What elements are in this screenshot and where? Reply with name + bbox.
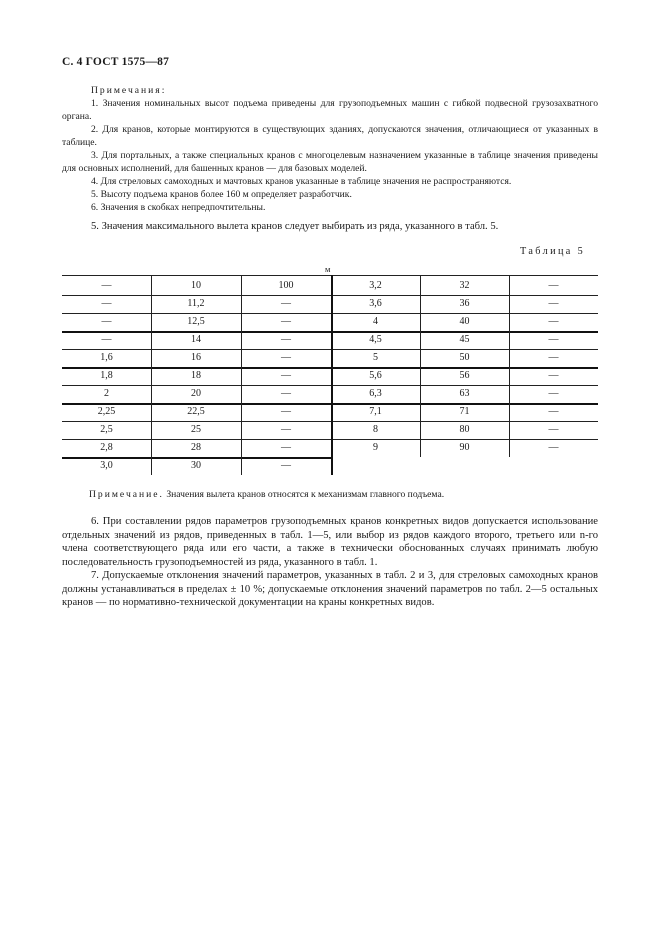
table-rule — [62, 349, 598, 350]
table-cell: 4,5 — [369, 334, 382, 345]
table-cell: 1,8 — [100, 370, 113, 381]
table-cell: 10 — [191, 280, 201, 291]
note-item: 4. Для стреловых самоходных и мачтовых кранов указанные в таблице значения не распространяются. — [91, 176, 512, 187]
table-cell: — — [548, 388, 559, 399]
table-cell: 4 — [373, 316, 378, 327]
table-note-label: Примечание. — [89, 489, 164, 500]
table-caption: Таблица 5 — [520, 246, 586, 257]
table-cell: 8 — [373, 424, 378, 435]
paragraph-5: 5. Значения максимального вылета кранов следует выбирать из ряда, указанного в табл. 5. — [91, 221, 499, 232]
table-cell: 100 — [278, 280, 294, 291]
table-cell: 45 — [459, 334, 470, 345]
note-item: 2. Для кранов, которые монтируются в существующих зданиях, допускаются значения, отличающиеся от указанных в таблице. — [62, 124, 598, 148]
table-cell: 3,6 — [369, 298, 382, 309]
note-item: 1. Значения номинальных высот подъема приведены для грузоподъемных машин с гибкой подвесной грузозахватного органа. — [62, 98, 598, 122]
table-cell: — — [101, 280, 112, 291]
table-cell: — — [548, 442, 559, 453]
table-rule — [62, 367, 598, 369]
table-cell: 11,2 — [187, 298, 205, 309]
table-rule — [62, 439, 598, 440]
table-cell: 80 — [459, 424, 470, 435]
table-cell: — — [281, 442, 291, 453]
table-cell: 2,25 — [97, 406, 116, 417]
table-cell: — — [548, 280, 559, 291]
table-cell: 30 — [191, 460, 201, 471]
table-rule — [62, 421, 598, 422]
table-cell: 7,1 — [369, 406, 382, 417]
paragraph-6: 6. При составлении рядов параметров грузоподъемных кранов конкретных видов допускается использование отдельных значений из рядов, приведенных в табл. 1—5, или выбор из рядов каждого второго, третьего или n-го члена соответствующего ряда или его части, а также в технически обоснованных случаях принимать любую последовательность грузоподъемностей из ряда, указанного в табл. 1. — [62, 516, 598, 568]
table-cell: 3,0 — [100, 460, 113, 471]
table-cell: 25 — [191, 424, 201, 435]
table-cell: — — [548, 298, 559, 309]
table-cell: 63 — [459, 388, 470, 399]
table-cell: — — [548, 334, 559, 345]
table-cell: 9 — [373, 442, 378, 453]
notes-title: Примечания: — [91, 85, 167, 96]
table-cell: 90 — [459, 442, 470, 453]
table-cell: 5,6 — [369, 370, 382, 381]
table-cell: 71 — [459, 406, 470, 417]
table-cell: — — [548, 424, 559, 435]
table-cell: 36 — [459, 298, 470, 309]
table-cell: 5 — [373, 352, 378, 363]
table-cell: — — [281, 316, 291, 327]
table-cell: 22,5 — [187, 406, 205, 417]
table-note — [89, 489, 609, 500]
table-cell: 6,3 — [369, 388, 382, 399]
table-rule — [62, 403, 598, 405]
table-rule — [62, 457, 331, 459]
table-unit: м — [325, 264, 331, 274]
paragraph-7: 7. Допускаемые отклонения значений параметров, указанных в табл. 2 и 3, для стреловых самоходных кранов должны устанавливаться в пределах ± 10 %; допускаемые отклонения значений параметров по табл. 2—5 остальных кранов — по нормативно-технической документации на краны конкретных видов. — [62, 570, 598, 608]
table-cell: 56 — [459, 370, 470, 381]
notes-block — [62, 84, 598, 214]
table-cell: 28 — [191, 442, 201, 453]
note-item: 3. Для портальных, а также специальных кранов с многоцелевым назначением указанные в таблице значения приведены для основных исполнений, для башенных кранов — для базовых моделей. — [62, 150, 598, 174]
table-rule — [62, 275, 598, 276]
table-cell: — — [101, 298, 112, 309]
table-cell: — — [548, 406, 559, 417]
table-cell: — — [281, 334, 291, 345]
table-cell: — — [101, 334, 112, 345]
table-cell: — — [548, 352, 559, 363]
table-rule — [62, 331, 598, 333]
table-cell: — — [281, 370, 291, 381]
table-cell: 50 — [459, 352, 470, 363]
table-cell: — — [281, 352, 291, 363]
table-cell: 32 — [459, 280, 470, 291]
table-cell: 40 — [459, 316, 470, 327]
note-item: 5. Высоту подъема кранов более 160 м определяет разработчик. — [91, 189, 352, 200]
table-cell: — — [548, 316, 559, 327]
table-rule — [62, 313, 598, 314]
table-note-text: Значения вылета кранов относятся к механизмам главного подъема. — [163, 489, 445, 500]
table-cell: — — [281, 460, 291, 471]
table-cell: 16 — [191, 352, 201, 363]
table-cell: — — [281, 406, 291, 417]
table-cell: 2,8 — [100, 442, 113, 453]
body-text — [62, 515, 598, 610]
table-cell: 18 — [191, 370, 201, 381]
table-cell: — — [548, 370, 559, 381]
table-cell: 2 — [104, 388, 109, 399]
page-header: С. 4 ГОСТ 1575—87 — [62, 56, 170, 68]
table-rule — [62, 295, 598, 296]
table-cell: 20 — [191, 388, 201, 399]
table-cell: 1,6 — [100, 352, 113, 363]
table-cell: 3,2 — [369, 280, 382, 291]
table-cell: — — [101, 316, 112, 327]
table-cell: 2,5 — [100, 424, 113, 435]
table-rule — [62, 385, 598, 386]
values-table — [62, 275, 598, 480]
table-cell: — — [281, 298, 291, 309]
table-cell: 14 — [191, 334, 201, 345]
table-cell: 12,5 — [187, 316, 205, 327]
note-item: 6. Значения в скобках непредпочтительны. — [91, 202, 266, 213]
table-cell: — — [281, 388, 291, 399]
table-cell: — — [281, 424, 291, 435]
